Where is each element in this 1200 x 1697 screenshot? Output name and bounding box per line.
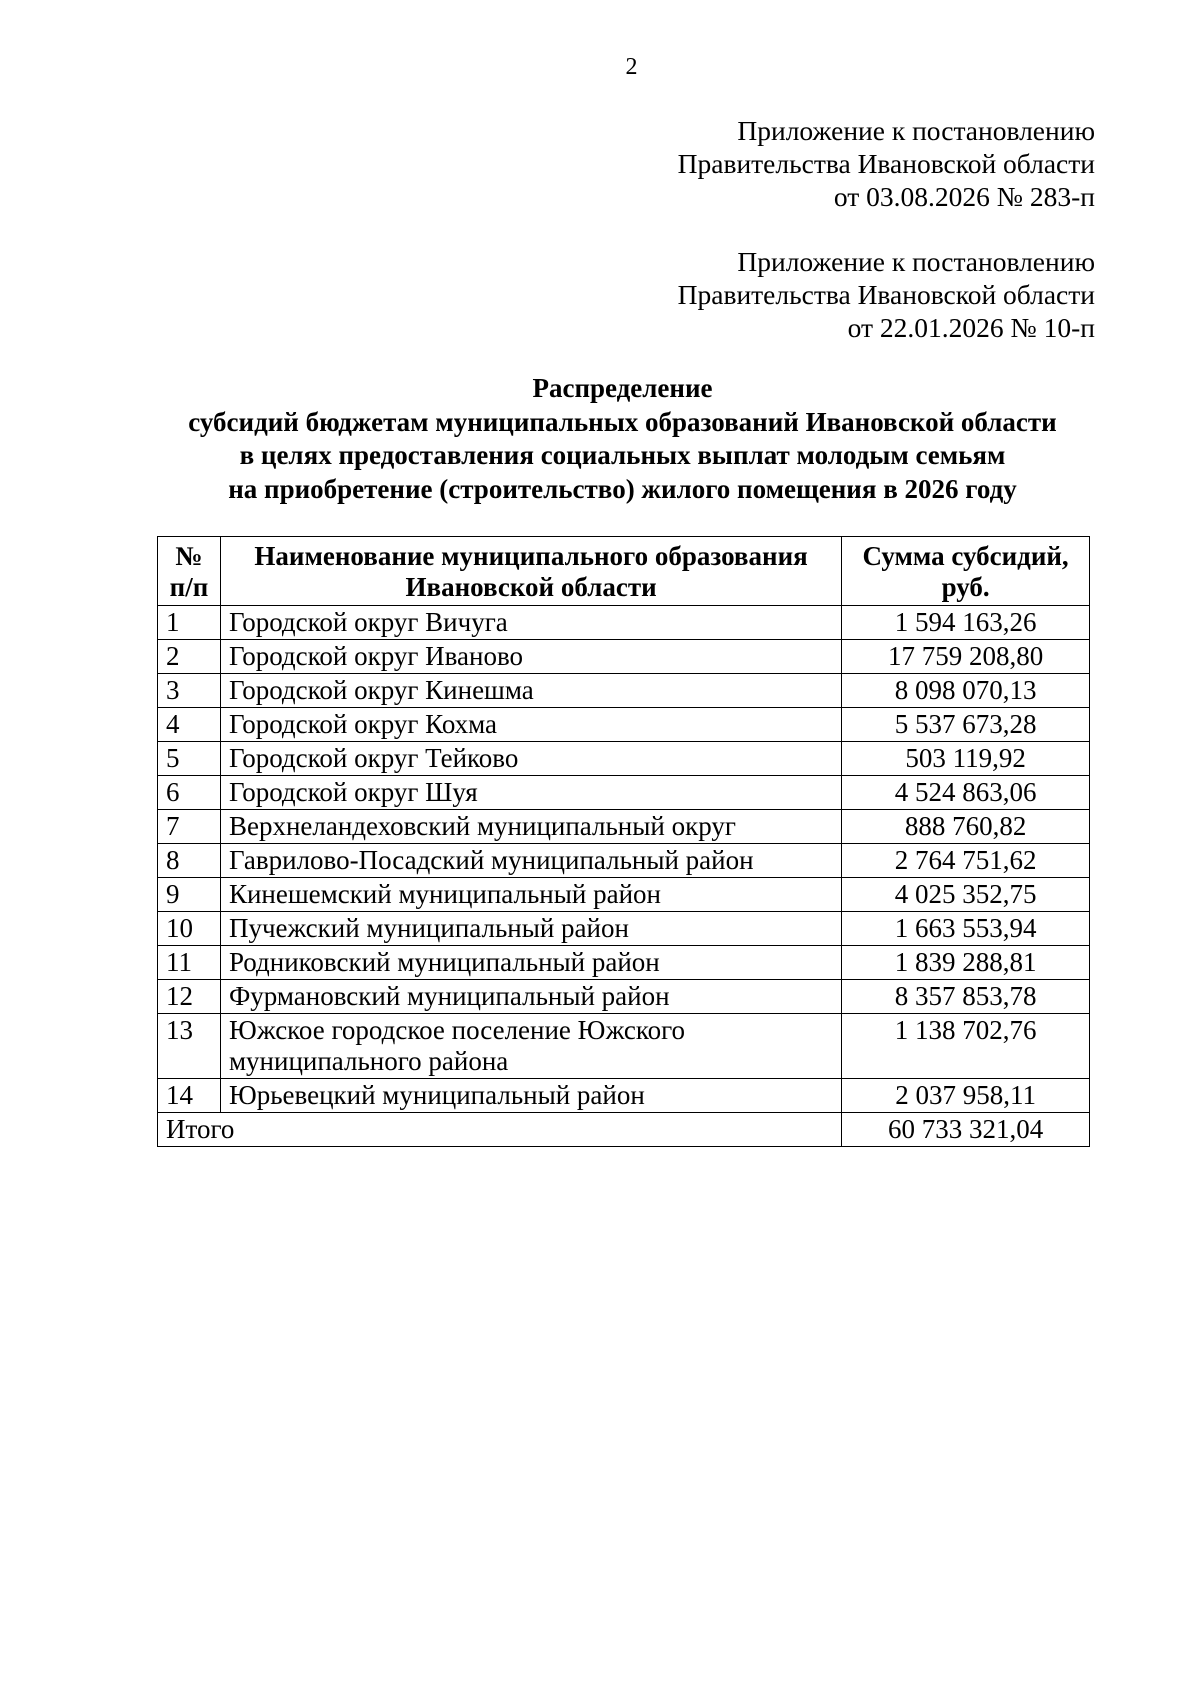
header-sum-line1: Сумма субсидий, [862, 541, 1069, 571]
row-municipality: Городской округ Тейково [220, 742, 841, 776]
appendix-current [678, 114, 1095, 213]
table-row [158, 1014, 1090, 1079]
row-number: 13 [158, 1014, 221, 1079]
row-sum: 1 839 288,81 [842, 946, 1090, 980]
table-row [158, 708, 1090, 742]
total-label: Итого [158, 1113, 842, 1147]
appendix-current-line3: от 03.08.2026 № 283-п [833, 181, 1095, 212]
row-number: 1 [158, 606, 221, 640]
table-body [158, 606, 1090, 1147]
row-municipality: Южское городское поселение Южского муниципального района [220, 1014, 841, 1079]
table-row [158, 606, 1090, 640]
title-line1: Распределение [532, 373, 713, 403]
page-number: 2 [625, 54, 638, 80]
table-row [158, 980, 1090, 1014]
row-sum: 503 119,92 [842, 742, 1090, 776]
appendix-current-line1: Приложение к постановлению [737, 115, 1095, 146]
row-sum: 8 357 853,78 [842, 980, 1090, 1014]
row-sum: 4 025 352,75 [842, 878, 1090, 912]
table-row [158, 742, 1090, 776]
row-number: 9 [158, 878, 221, 912]
header-municipality-line2: Ивановской области [405, 572, 657, 602]
table-row [158, 946, 1090, 980]
header-municipality [220, 537, 841, 606]
table-total-row [158, 1113, 1090, 1147]
row-municipality: Фурмановский муниципальный район [220, 980, 841, 1014]
row-municipality: Городской округ Кохма [220, 708, 841, 742]
row-municipality: Юрьевецкий муниципальный район [220, 1079, 841, 1113]
row-number: 6 [158, 776, 221, 810]
row-sum: 4 524 863,06 [842, 776, 1090, 810]
header-number [158, 537, 221, 606]
total-sum: 60 733 321,04 [842, 1113, 1090, 1147]
row-sum: 5 537 673,28 [842, 708, 1090, 742]
table-header-row [158, 537, 1090, 606]
row-number: 8 [158, 844, 221, 878]
row-sum: 17 759 208,80 [842, 640, 1090, 674]
header-municipality-line1: Наименование муниципального образования [254, 541, 808, 571]
header-sum [842, 537, 1090, 606]
row-sum: 2 764 751,62 [842, 844, 1090, 878]
table-row [158, 1079, 1090, 1113]
row-number: 5 [158, 742, 221, 776]
appendix-current-line2: Правительства Ивановской области [677, 148, 1095, 179]
row-number: 12 [158, 980, 221, 1014]
row-sum: 1 138 702,76 [842, 1014, 1090, 1079]
row-number: 11 [158, 946, 221, 980]
row-sum: 1 663 553,94 [842, 912, 1090, 946]
table-row [158, 640, 1090, 674]
table-row [158, 674, 1090, 708]
title-line4: на приобретение (строительство) жилого помещения в 2026 году [228, 473, 1017, 504]
appendix-previous-line3: от 22.01.2026 № 10-п [847, 312, 1095, 343]
row-municipality: Городской округ Кинешма [220, 674, 841, 708]
table-row [158, 810, 1090, 844]
row-municipality: Городской округ Шуя [220, 776, 841, 810]
row-number: 7 [158, 810, 221, 844]
row-sum: 1 594 163,26 [842, 606, 1090, 640]
appendix-previous-line1: Приложение к постановлению [737, 246, 1095, 277]
title-line2: субсидий бюджетам муниципальных образований Ивановской области [188, 406, 1057, 437]
row-sum: 2 037 958,11 [842, 1079, 1090, 1113]
row-municipality: Городской округ Иваново [220, 640, 841, 674]
title-line3: в целях предоставления социальных выплат молодым семьям [239, 440, 1006, 470]
row-number: 3 [158, 674, 221, 708]
row-number: 10 [158, 912, 221, 946]
header-number-line1: № [175, 541, 203, 571]
row-number: 2 [158, 640, 221, 674]
row-municipality: Пучежский муниципальный район [220, 912, 841, 946]
row-number: 14 [158, 1079, 221, 1113]
row-sum: 888 760,82 [842, 810, 1090, 844]
row-municipality: Гаврилово-Посадский муниципальный район [220, 844, 841, 878]
row-number: 4 [158, 708, 221, 742]
header-sum-line2: руб. [941, 572, 990, 602]
row-municipality: Верхнеландеховский муниципальный округ [220, 810, 841, 844]
row-municipality: Кинешемский муниципальный район [220, 878, 841, 912]
document-title [155, 372, 1090, 506]
table-row [158, 878, 1090, 912]
subsidies-table [157, 536, 1090, 1147]
appendix-previous [678, 245, 1095, 344]
row-municipality: Городской округ Вичуга [220, 606, 841, 640]
row-sum: 8 098 070,13 [842, 674, 1090, 708]
table-row [158, 912, 1090, 946]
row-municipality: Родниковский муниципальный район [220, 946, 841, 980]
table-row [158, 776, 1090, 810]
table-row [158, 844, 1090, 878]
header-number-line2: п/п [169, 572, 209, 602]
appendix-previous-line2: Правительства Ивановской области [677, 279, 1095, 310]
